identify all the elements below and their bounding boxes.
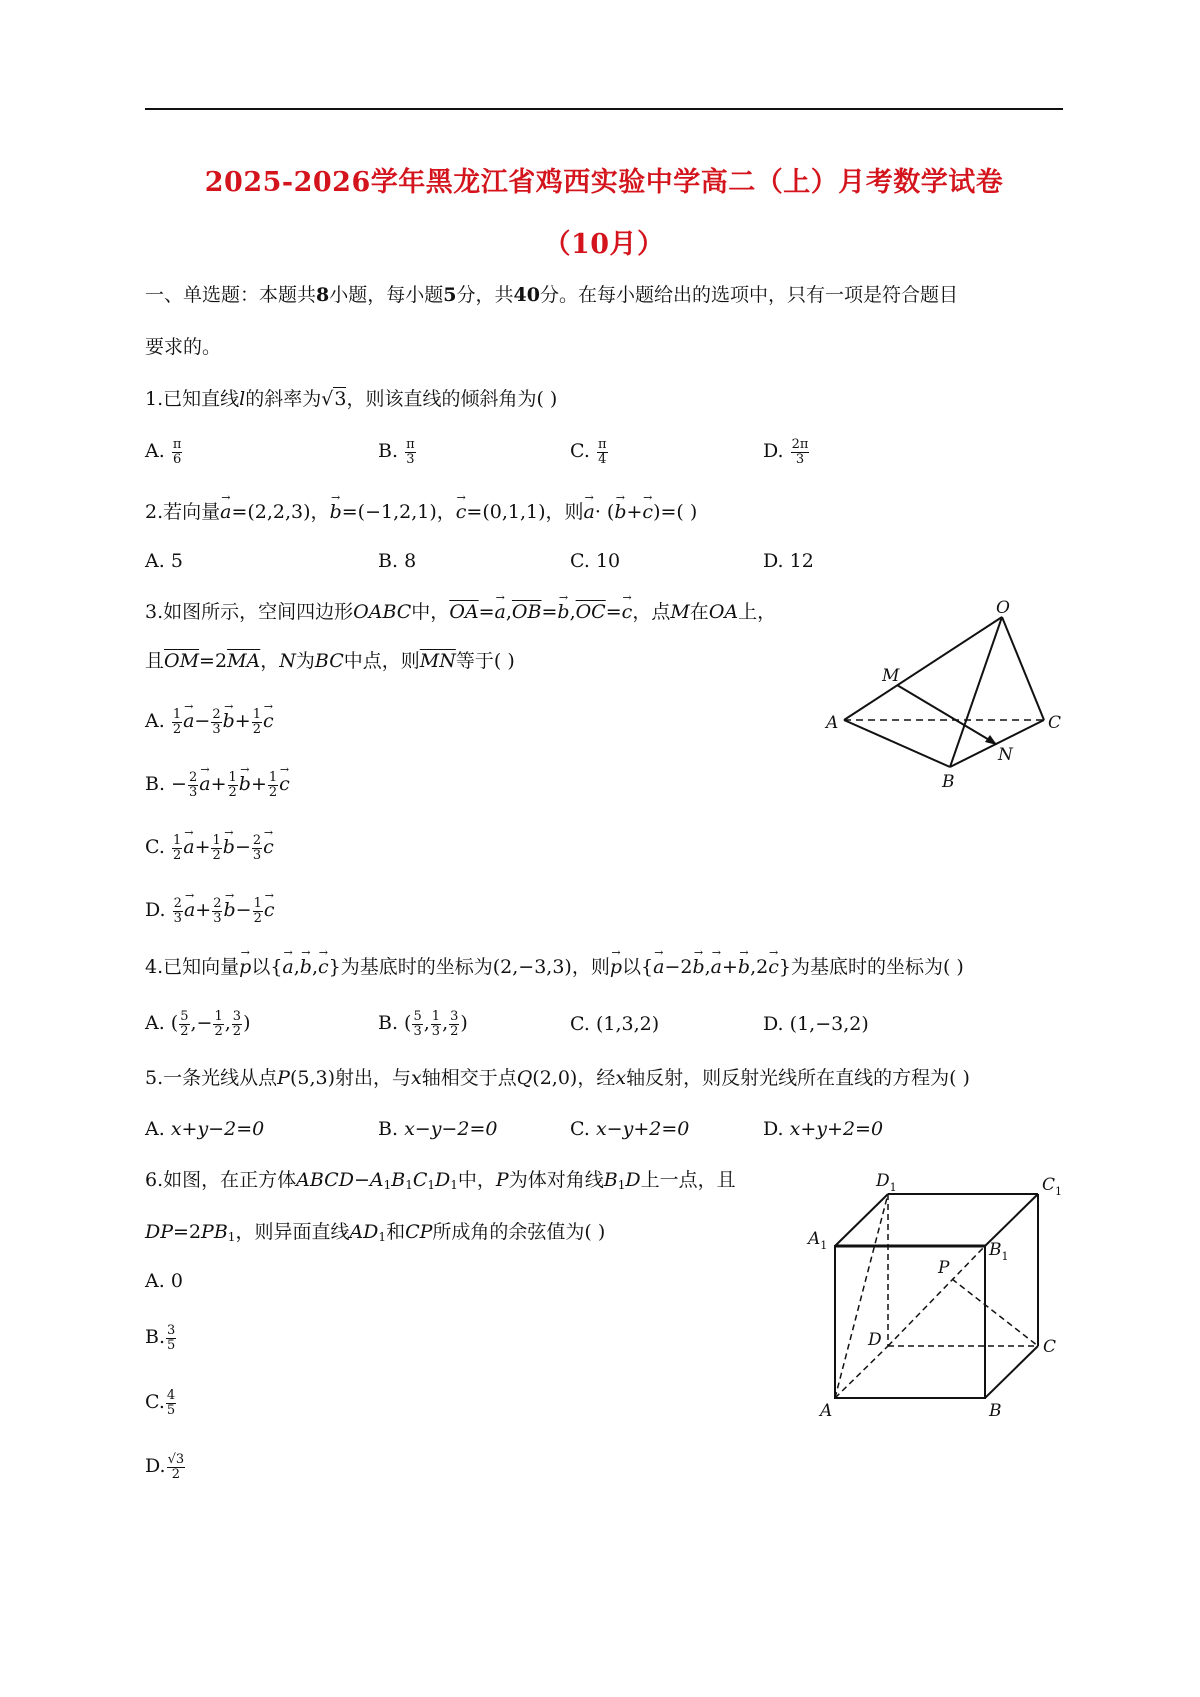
label-A: A [820,1401,833,1421]
q6-option-d[interactable]: D. $\frac{√3}{2}$ [145,1452,185,1482]
q2-option-b[interactable]: B. 8 [378,550,417,572]
label-B1: $B_1$ [989,1240,1009,1263]
question-4: 4.已知向量p →以{a →,b →,c →}为基底时的坐标为(2,−3,3)，则p →以{a →−2b →,a →+b →,2c →}为基底时的坐标为( ) [145,958,964,977]
top-rule [145,108,1063,110]
label-D1: $D_1$ [876,1171,897,1194]
arrow-head-N [985,735,997,745]
label-D: D [868,1330,882,1350]
q1-option-c[interactable]: C. $\frac{\pi}{4}$ [570,437,607,467]
q1-option-b[interactable]: B. $\frac{\pi}{3}$ [378,437,415,467]
label-O: O [996,598,1010,618]
q2-option-a[interactable]: A. 5 [145,550,183,572]
q5-option-d[interactable]: D. x+y+2=0 [763,1118,884,1140]
q4-option-d[interactable]: D. (1,−3,2) [763,1013,869,1035]
label-B: B [942,772,955,792]
q5-option-b[interactable]: B. x−y−2=0 [378,1118,498,1140]
q3-option-a[interactable]: A. $\frac{1}{2}$ a →− $\frac{2}{3}$ b →+ $\frac{1}{2}$ c → [145,708,274,736]
label-M: M [882,666,900,686]
question-1: 1.已知直线l的斜率为√3，则该直线的倾斜角为( ) [145,388,558,410]
edge-BC [985,1346,1038,1398]
question-2: 2.若向量a →=(2,2,3)，b →=(−1,2,1)，c →=(0,1,1)，则a →· (b →+c →)=( ) [145,503,697,522]
question-5: 5.一条光线从点P(5,3)射出，与x轴相交于点Q(2,0)，经x轴反射，则反射光线所在直线的方程为( ) [145,1067,970,1089]
q4-option-b[interactable]: B. ( $\frac{5}{3}$ , $\frac{1}{3}$ , $\frac{3}{2}$ ) [378,1009,468,1039]
label-A1: $A_1$ [808,1229,828,1252]
label-A: A [826,713,839,733]
diag-AD1 [835,1194,888,1398]
edge-B1C1 [985,1194,1038,1246]
question-6-line1: 6.如图，在正方体$ABCD-A_1B_1C_1D_1$中，P为体对角线$B_1D$上一点，且 [145,1169,736,1192]
label-N: N [998,745,1013,765]
label-C1: $C_1$ [1042,1175,1063,1198]
q2-option-d[interactable]: D. 12 [763,550,814,572]
segment-MN [897,685,996,744]
label-B: B [989,1401,1002,1421]
q2-option-c[interactable]: C. 10 [570,550,621,572]
q4-option-c[interactable]: C. (1,3,2) [570,1013,660,1035]
diag-DB1 [888,1246,985,1346]
edge-AD-dashed [835,1346,888,1398]
q4-option-a[interactable]: A. ( $\frac{5}{2}$ ,− $\frac{1}{2}$ , $\frac{3}{2}$ ) [145,1009,251,1039]
section-intro-line2: 要求的。 [145,336,222,358]
edge-A1D1 [835,1194,888,1246]
tetrahedron-figure [820,595,1070,795]
q3-option-d[interactable]: D. $\frac{2}{3}$ a →+ $\frac{2}{3}$ b →− $\frac{1}{2}$ c → [145,897,275,925]
label-C: C [1048,713,1062,733]
q6-option-a[interactable]: A. 0 [145,1270,183,1292]
q1-option-a[interactable]: A. $\frac{\pi}{6}$ [145,437,182,467]
question-6-line2: $DP=2PB_1$，则异面直线$AD_1$和CP所成角的余弦值为( ) [145,1221,606,1244]
exam-title: 2025-2026学年黑龙江省鸡西实验中学高二（上）月考数学试卷 [204,167,1004,198]
edge-OA [844,617,1002,720]
edge-OC [1002,617,1044,720]
q3-option-b[interactable]: B. − $\frac{2}{3}$ a →+ $\frac{1}{2}$ b →+ $\frac{1}{2}$ c → [145,771,290,799]
segment-PC [952,1279,1038,1346]
label-P: P [938,1258,950,1278]
cube-figure [800,1160,1070,1425]
label-C: C [1043,1337,1057,1357]
q5-option-c[interactable]: C. x−y+2=0 [570,1118,690,1140]
q5-option-a[interactable]: A. x+y−2=0 [145,1118,265,1140]
section-intro: 一、单选题：本题共8小题，每小题5分，共40分。在每小题给出的选项中，只有一项是符合题目 [145,284,958,306]
q6-option-c[interactable]: C. $\frac{4}{5}$ [145,1388,176,1418]
q3-option-c[interactable]: C. $\frac{1}{2}$ a →+ $\frac{1}{2}$ b →− $\frac{2}{3}$ c → [145,834,274,862]
question-3-line1: 3.如图所示，空间四边形OABC中，$\overline{OA}=a \to,\overline{OB}=b \to,\overline{OC}=c$ →，点M在OA上， [145,603,776,622]
edge-AB [844,720,950,767]
exam-title-month: （10月） [543,229,665,260]
question-3-line2: 且$\overline{OM}=2\overline{MA}$，N为BC中点，则$\overline{MN}$等于( ) [145,650,515,672]
q1-option-d[interactable]: D. $\frac{2\pi}{3}$ [763,437,809,467]
q6-option-b[interactable]: B. $\frac{3}{5}$ [145,1323,176,1353]
